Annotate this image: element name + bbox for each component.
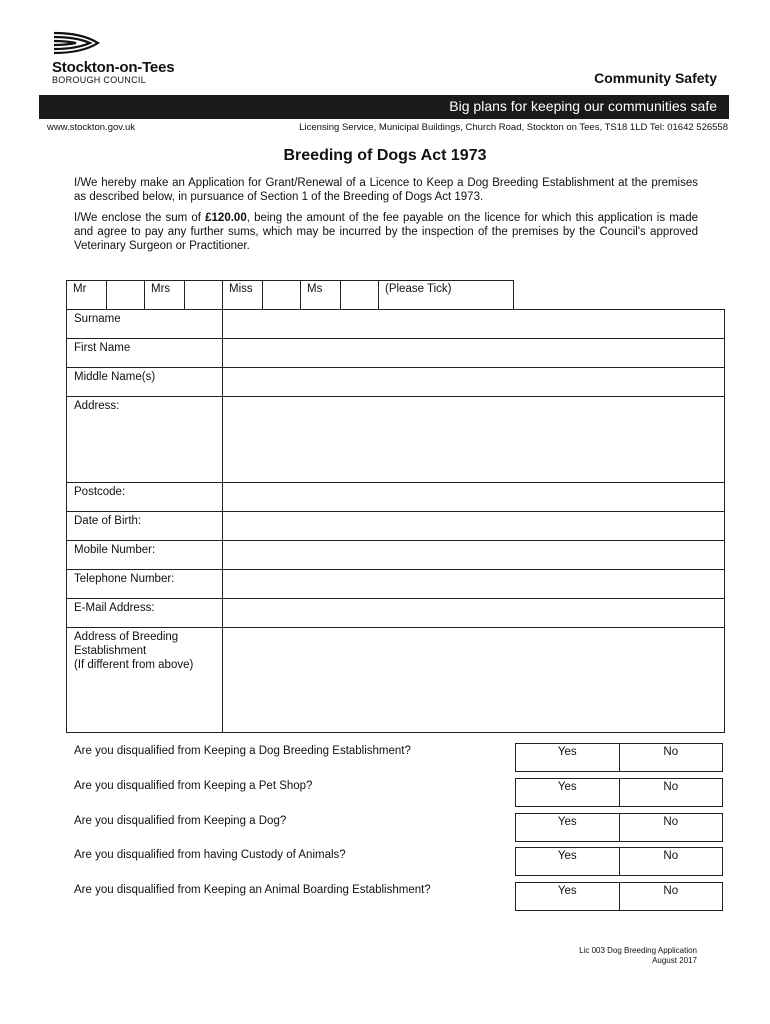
yes-option[interactable]: Yes <box>516 883 620 910</box>
footer-date: August 2017 <box>652 956 697 965</box>
applicant-details-table <box>66 309 725 733</box>
email-address-field[interactable] <box>223 599 724 627</box>
department-name: Community Safety <box>594 70 717 86</box>
footer-reference: Lic 003 Dog Breeding Application <box>579 946 697 955</box>
yes-option[interactable]: Yes <box>516 779 620 806</box>
slogan-banner <box>39 95 729 119</box>
form-row-address <box>67 396 724 482</box>
question-custody-animals: Are you disqualified from having Custody of Animals? <box>74 849 346 861</box>
form-row-surname <box>67 310 724 338</box>
field-label: Date of Birth: <box>67 512 223 540</box>
field-label: Mobile Number: <box>67 541 223 569</box>
title-tick-miss[interactable] <box>263 281 301 310</box>
title-label-miss: Miss <box>223 281 263 310</box>
mobile-number-field[interactable] <box>223 541 724 569</box>
form-row-dob <box>67 511 724 540</box>
title-tick-ms[interactable] <box>341 281 379 310</box>
page-title: Breeding of Dogs Act 1973 <box>283 147 487 164</box>
first-name-field[interactable] <box>223 339 724 367</box>
fee-text-after: , being the amount of the fee payable on the licence for which this application is made and agree to pay any further sums, which may be incurred by the inspection of the premises by the Council's approved Veterinary Surgeon or Practitioner. <box>74 212 698 252</box>
fee-paragraph <box>74 211 698 253</box>
no-option[interactable]: No <box>663 885 679 897</box>
field-label: Address of Breeding Establishment (If different from above) <box>67 628 223 732</box>
field-label: Middle Name(s) <box>67 368 223 396</box>
intro-paragraph: I/We hereby make an Application for Grant/Renewal of a Licence to Keep a Dog Breeding Establishment at the premises as described below, in pursuance of Section 1 of the Breeding of Dogs Act 1973. <box>74 177 698 203</box>
field-label: Surname <box>67 310 223 338</box>
no-option[interactable]: No <box>663 816 679 828</box>
answer-boarding-establishment <box>515 882 723 911</box>
title-label-ms: Ms <box>301 281 341 310</box>
slogan-text: Big plans for keeping our communities safe <box>449 98 717 114</box>
question-dog-breeding: Are you disqualified from Keeping a Dog Breeding Establishment? <box>74 745 411 757</box>
answer-keeping-dog <box>515 813 723 842</box>
form-row-mobile <box>67 540 724 569</box>
title-label-mr: Mr <box>67 281 107 310</box>
answer-custody-animals <box>515 847 723 876</box>
document-footer <box>579 946 697 966</box>
form-row-first-name <box>67 338 724 367</box>
question-keeping-dog: Are you disqualified from Keeping a Dog? <box>74 815 287 827</box>
field-label: Postcode: <box>67 483 223 511</box>
field-label: Address: <box>67 397 223 482</box>
telephone-number-field[interactable] <box>223 570 724 598</box>
fee-amount: £120.00 <box>205 212 247 224</box>
question-pet-shop: Are you disqualified from Keeping a Pet Shop? <box>74 780 313 792</box>
title-tick-mrs[interactable] <box>185 281 223 310</box>
form-row-establishment-address <box>67 627 724 732</box>
establishment-address-field[interactable] <box>223 628 724 732</box>
field-label: E-Mail Address: <box>67 599 223 627</box>
middle-names-field[interactable] <box>223 368 724 396</box>
service-address: Licensing Service, Municipal Buildings, Church Road, Stockton on Tees, TS18 1LD Tel: 01642 526558 <box>299 122 728 133</box>
no-option[interactable]: No <box>663 781 679 793</box>
org-name: Stockton-on-Tees <box>52 59 175 76</box>
please-tick-note: (Please Tick) <box>385 283 452 295</box>
fee-text-before: I/We enclose the sum of <box>74 212 206 224</box>
address-field[interactable] <box>223 397 724 482</box>
answer-pet-shop <box>515 778 723 807</box>
form-row-telephone <box>67 569 724 598</box>
question-boarding-establishment: Are you disqualified from Keeping an Animal Boarding Establishment? <box>74 884 431 896</box>
form-row-middle-names <box>67 367 724 396</box>
form-row-email <box>67 598 724 627</box>
title-tick-mr[interactable] <box>107 281 145 310</box>
field-label: Telephone Number: <box>67 570 223 598</box>
form-row-postcode <box>67 482 724 511</box>
council-logo <box>52 30 102 56</box>
yes-option[interactable]: Yes <box>516 744 620 771</box>
postcode-field[interactable] <box>223 483 724 511</box>
title-tick-row <box>66 280 514 310</box>
yes-option[interactable]: Yes <box>516 814 620 841</box>
date-of-birth-field[interactable] <box>223 512 724 540</box>
website-link[interactable]: www.stockton.gov.uk <box>47 122 136 133</box>
surname-field[interactable] <box>223 310 724 338</box>
answer-dog-breeding <box>515 743 723 772</box>
title-label-mrs: Mrs <box>145 281 185 310</box>
field-label: First Name <box>67 339 223 367</box>
org-subtitle: BOROUGH COUNCIL <box>52 75 147 85</box>
yes-option[interactable]: Yes <box>516 848 620 875</box>
no-option[interactable]: No <box>663 746 679 758</box>
no-option[interactable]: No <box>663 850 679 862</box>
